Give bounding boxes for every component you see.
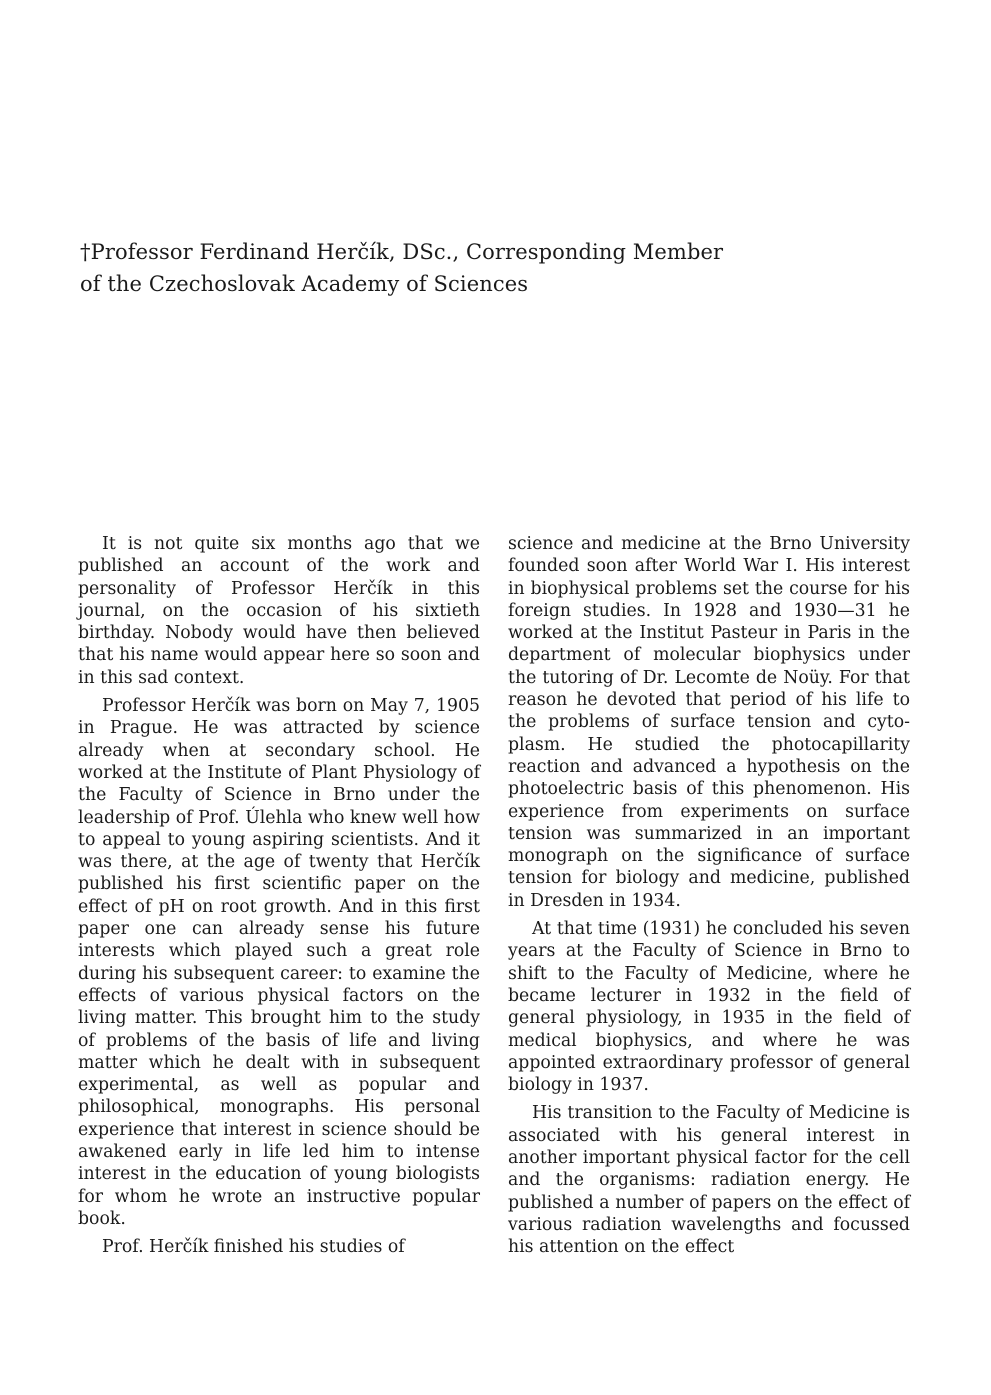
paragraph-early-career: Professor Herčík was born on May 7, 1905 in Prague. He was attracted by science already when at secondary school. He worked at the Institute of Plant Physiology of the Faculty of Science in Brno under the leadership of Prof. Úlehla who knew well how to appeal to young aspiring scientists. And it was there, at the age of twenty that Herčík published his first scientific paper on the effect of pH on root growth. And in this first paper one can already sense his future interests which played such a great role during his subsequent career: to examine the effects of various physical factors on the living matter. This brought him to the study of problems of the basis of life and living matter which he dealt with in subsequent experimental, as well as popular and philosophical, monographs. His personal experience that interest in science should be awakened early in life led him to intense interest in the education of young biologists for whom he wrote an instructive popular book.: [78, 696, 480, 1229]
paragraph-intro: It is not quite six months ago that we published an account of the work and personality of Professor Herčík in this journal, on the occasion of his sixtieth birthday. Nobody would have then believed that his name would appear here so soon and in this sad context.: [78, 534, 480, 688]
left-text-column: [78, 533, 480, 1265]
paragraph-radiation-research: His transition to the Faculty of Medicine is associated with his general interest in another important physical factor for the cell and the organisms: radiation energy. He published a number of papers on the effect of various radiation wavelengths and focussed his attention on the effect: [508, 1103, 910, 1258]
article-title: [80, 236, 780, 300]
paragraph-studies-start: Prof. Herčík finished his studies of: [102, 1237, 405, 1258]
right-text-column: [508, 533, 910, 1265]
paragraph-studies-continued: science and medicine at the Brno University founded soon after World War I. His interest in biophysical problems set the course for his foreign studies. In 1928 and 1930—31 he worked at the Institut Pasteur in Paris in the department of molecular biophysics under the tutoring of Dr. Lecomte de Noüy. For that reason he devoted that period of his life to the problems of surface tension and cytoplasm. He studied the photocapillarity reaction and advanced a hypothesis on the photoelectric basis of this phenomenon. His experience from experiments on surface tension was summarized in an important monograph on the significance of surface tension for biology and medicine, published in Dresden in 1934.: [508, 534, 910, 911]
article-title-line-1: †Professor Ferdinand Herčík, DSc., Corresponding Member: [80, 240, 724, 264]
article-title-line-2: of the Czechoslovak Academy of Sciences: [80, 272, 529, 296]
paragraph-faculty-of-medicine: At that time (1931) he concluded his seven years at the Faculty of Science in Brno to shift to the Faculty of Medicine, where he became lecturer in 1932 in the field of general physiology, in 1935 in the field of medical biophysics, and where he was appointed extraordinary professor of general biology in 1937.: [508, 919, 910, 1096]
